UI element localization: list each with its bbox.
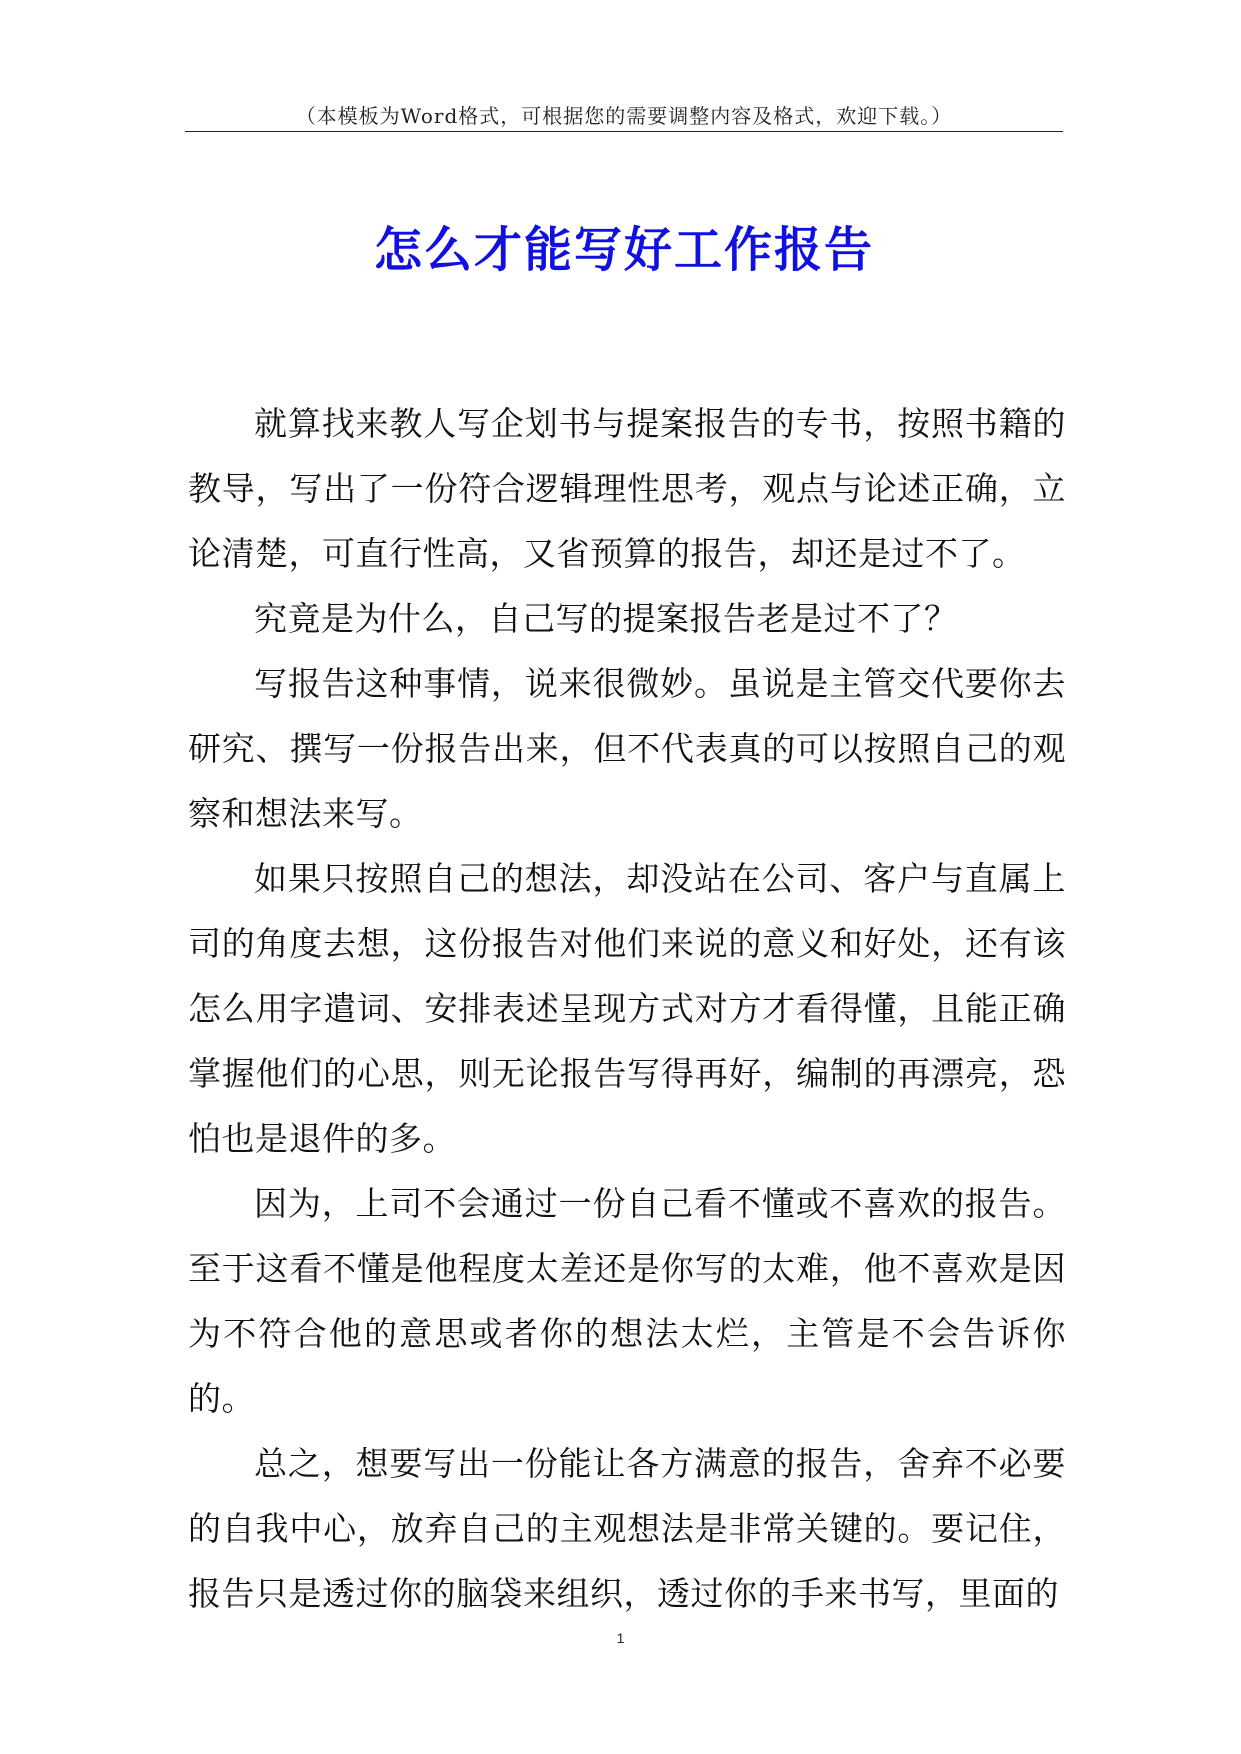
template-note-header: （本模板为Word格式，可根据您的需要调整内容及格式，欢迎下载。）	[295, 104, 953, 128]
page-number: 1	[616, 1630, 625, 1646]
body-paragraph: 写报告这种事情，说来很微妙。虽说是主管交代要你去研究、撰写一份报告出来，但不代表真的可以按照自己的观察和想法来写。	[188, 664, 1066, 833]
document-body	[188, 391, 1066, 1626]
body-paragraph: 究竟是为什么，自己写的提案报告老是过不了？	[254, 599, 958, 638]
body-paragraph: 因为，上司不会通过一份自己看不懂或不喜欢的报告。至于这看不懂是他程度太差还是你写的太难，他不喜欢是因为不符合他的意思或者你的想法太烂，主管是不会告诉你的。	[188, 1184, 1066, 1418]
body-paragraph: 如果只按照自己的想法，却没站在公司、客户与直属上司的角度去想，这份报告对他们来说的意义和好处，还有该怎么用字遣词、安排表述呈现方式对方才看得懂，且能正确掌握他们的心思，则无论报告写得再好，编制的再漂亮，恐怕也是退件的多。	[188, 859, 1066, 1158]
header-divider	[185, 131, 1063, 132]
body-paragraph: 总之，想要写出一份能让各方满意的报告，舍弃不必要的自我中心，放弃自己的主观想法是非常关键的。要记住，报告只是透过你的脑袋来组织，透过你的手来书写，里面的	[188, 1444, 1066, 1613]
document-title: 怎么才能写好工作报告	[373, 222, 874, 278]
body-paragraph: 就算找来教人写企划书与提案报告的专书，按照书籍的教导，写出了一份符合逻辑理性思考，观点与论述正确，立论清楚，可直行性高，又省预算的报告，却还是过不了。	[188, 404, 1066, 573]
